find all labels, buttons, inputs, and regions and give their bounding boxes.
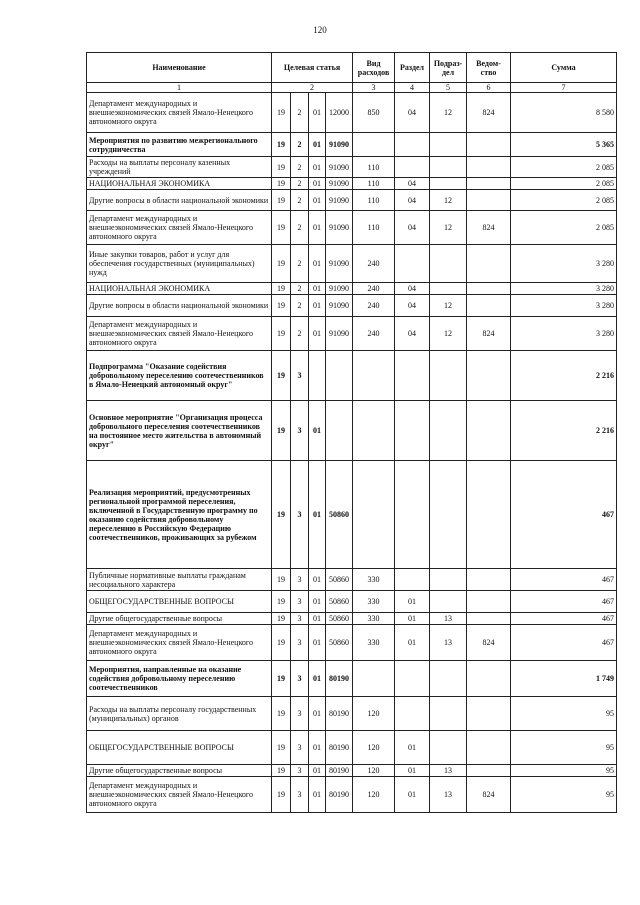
- row-sum: 467: [511, 625, 617, 661]
- target-code-event: 01: [309, 697, 326, 731]
- subsection-code: 13: [430, 765, 467, 777]
- target-code-program: 19: [272, 295, 291, 317]
- col-number: 3: [353, 83, 395, 93]
- target-code-direction: 80190: [326, 731, 353, 765]
- department-code: [467, 245, 511, 283]
- department-code: 824: [467, 625, 511, 661]
- table-row: [87, 777, 617, 813]
- target-code-event: 01: [309, 765, 326, 777]
- target-code-subprogram: 2: [291, 211, 309, 245]
- table-row: [87, 93, 617, 133]
- section-code: [395, 133, 430, 157]
- table-row: [87, 765, 617, 777]
- target-code-event: 01: [309, 461, 326, 569]
- target-code-direction: 50860: [326, 591, 353, 613]
- target-code-subprogram: 2: [291, 317, 309, 351]
- department-code: [467, 569, 511, 591]
- target-code-direction: 80190: [326, 777, 353, 813]
- row-sum: 3 280: [511, 283, 617, 295]
- target-code-subprogram: 2: [291, 178, 309, 190]
- row-name: Департамент международных и внешнеэкономических связей Ямало-Ненецкого автономного округа: [87, 317, 272, 351]
- department-code: [467, 157, 511, 178]
- section-code: 01: [395, 765, 430, 777]
- row-name: Другие вопросы в области национальной экономики: [87, 295, 272, 317]
- column-number-row: [87, 83, 617, 93]
- row-name: Расходы на выплаты персоналу государственных (муниципальных) органов: [87, 697, 272, 731]
- target-code-direction: 91090: [326, 133, 353, 157]
- target-code-program: 19: [272, 765, 291, 777]
- table-row: [87, 401, 617, 461]
- table-row: [87, 245, 617, 283]
- subsection-code: [430, 283, 467, 295]
- target-code-program: 19: [272, 569, 291, 591]
- budget-table: [86, 52, 617, 813]
- expense-kind: 330: [353, 625, 395, 661]
- expense-kind: [353, 461, 395, 569]
- page-number: 120: [313, 25, 327, 35]
- target-code-subprogram: 3: [291, 401, 309, 461]
- target-code-program: 19: [272, 625, 291, 661]
- subsection-code: [430, 569, 467, 591]
- expense-kind: 110: [353, 157, 395, 178]
- section-code: 04: [395, 93, 430, 133]
- target-code-subprogram: 3: [291, 731, 309, 765]
- target-code-direction: 80190: [326, 765, 353, 777]
- target-code-subprogram: 3: [291, 777, 309, 813]
- department-code: [467, 661, 511, 697]
- col-header-sum: Сумма: [511, 53, 617, 83]
- col-header-target: Целевая статья: [272, 53, 353, 83]
- target-code-direction: 91090: [326, 295, 353, 317]
- row-sum: 95: [511, 765, 617, 777]
- table-row: [87, 697, 617, 731]
- target-code-program: 19: [272, 283, 291, 295]
- target-code-direction: 91090: [326, 178, 353, 190]
- expense-kind: [353, 661, 395, 697]
- department-code: 824: [467, 93, 511, 133]
- expense-kind: 330: [353, 569, 395, 591]
- expense-kind: 330: [353, 591, 395, 613]
- section-code: [395, 157, 430, 178]
- target-code-direction: [326, 351, 353, 401]
- target-code-program: 19: [272, 93, 291, 133]
- subsection-code: [430, 351, 467, 401]
- target-code-subprogram: 3: [291, 661, 309, 697]
- department-code: [467, 591, 511, 613]
- target-code-program: 19: [272, 461, 291, 569]
- target-code-direction: 91090: [326, 245, 353, 283]
- target-code-program: 19: [272, 178, 291, 190]
- target-code-subprogram: 3: [291, 765, 309, 777]
- row-sum: 2 085: [511, 190, 617, 211]
- subsection-code: 12: [430, 93, 467, 133]
- row-name: Департамент международных и внешнеэкономических связей Ямало-Ненецкого автономного округа: [87, 777, 272, 813]
- row-name: Реализация мероприятий, предусмотренных региональной программой переселения, включенной в Государственную программу по оказанию содействия добровольному переселению в Российскую Федерацию соотечественников, проживающих за рубежом: [87, 461, 272, 569]
- target-code-direction: 50860: [326, 625, 353, 661]
- target-code-event: 01: [309, 625, 326, 661]
- expense-kind: 850: [353, 93, 395, 133]
- col-header-subsection: Подраз-дел: [430, 53, 467, 83]
- target-code-subprogram: 2: [291, 190, 309, 211]
- department-code: [467, 133, 511, 157]
- subsection-code: 13: [430, 625, 467, 661]
- col-number: 6: [467, 83, 511, 93]
- target-code-program: 19: [272, 157, 291, 178]
- expense-kind: 110: [353, 211, 395, 245]
- target-code-subprogram: 2: [291, 133, 309, 157]
- target-code-event: 01: [309, 295, 326, 317]
- section-code: [395, 569, 430, 591]
- table-row: [87, 283, 617, 295]
- target-code-event: 01: [309, 211, 326, 245]
- section-code: [395, 401, 430, 461]
- row-name: Другие общегосударственные вопросы: [87, 613, 272, 625]
- target-code-subprogram: 3: [291, 591, 309, 613]
- subsection-code: 12: [430, 317, 467, 351]
- target-code-direction: 50860: [326, 461, 353, 569]
- target-code-event: 01: [309, 283, 326, 295]
- target-code-direction: 91090: [326, 157, 353, 178]
- table-row: [87, 461, 617, 569]
- subsection-code: [430, 133, 467, 157]
- target-code-event: 01: [309, 190, 326, 211]
- col-header-dept: Ведом-ство: [467, 53, 511, 83]
- target-code-event: 01: [309, 661, 326, 697]
- section-code: [395, 461, 430, 569]
- table-row: [87, 591, 617, 613]
- target-code-program: 19: [272, 697, 291, 731]
- target-code-direction: 91090: [326, 283, 353, 295]
- section-code: 01: [395, 777, 430, 813]
- row-name: ОБЩЕГОСУДАРСТВЕННЫЕ ВОПРОСЫ: [87, 591, 272, 613]
- row-sum: 95: [511, 731, 617, 765]
- section-code: 04: [395, 295, 430, 317]
- target-code-event: 01: [309, 401, 326, 461]
- col-header-kind: Вид расходов: [353, 53, 395, 83]
- department-code: 824: [467, 211, 511, 245]
- expense-kind: 330: [353, 613, 395, 625]
- target-code-program: 19: [272, 133, 291, 157]
- target-code-direction: [326, 401, 353, 461]
- target-code-subprogram: 3: [291, 625, 309, 661]
- row-sum: 467: [511, 613, 617, 625]
- section-code: 01: [395, 731, 430, 765]
- target-code-event: 01: [309, 157, 326, 178]
- expense-kind: [353, 401, 395, 461]
- target-code-subprogram: 3: [291, 613, 309, 625]
- expense-kind: [353, 133, 395, 157]
- row-sum: 3 280: [511, 317, 617, 351]
- table-body: [87, 93, 617, 813]
- department-code: [467, 295, 511, 317]
- department-code: [467, 697, 511, 731]
- row-name: Департамент международных и внешнеэкономических связей Ямало-Ненецкого автономного округа: [87, 93, 272, 133]
- expense-kind: 110: [353, 190, 395, 211]
- target-code-program: 19: [272, 591, 291, 613]
- department-code: [467, 283, 511, 295]
- target-code-program: 19: [272, 613, 291, 625]
- table-row: [87, 178, 617, 190]
- col-number: 2: [272, 83, 353, 93]
- target-code-program: 19: [272, 351, 291, 401]
- target-code-subprogram: 2: [291, 93, 309, 133]
- section-code: 01: [395, 625, 430, 661]
- table-row: [87, 317, 617, 351]
- target-code-subprogram: 2: [291, 245, 309, 283]
- expense-kind: 110: [353, 178, 395, 190]
- expense-kind: 240: [353, 317, 395, 351]
- col-number: 4: [395, 83, 430, 93]
- department-code: [467, 178, 511, 190]
- row-sum: 1 749: [511, 661, 617, 697]
- target-code-subprogram: 3: [291, 569, 309, 591]
- target-code-direction: 91090: [326, 190, 353, 211]
- row-name: Публичные нормативные выплаты гражданам несоциального характера: [87, 569, 272, 591]
- target-code-event: 01: [309, 613, 326, 625]
- table-row: [87, 569, 617, 591]
- row-sum: 467: [511, 591, 617, 613]
- target-code-direction: 91090: [326, 211, 353, 245]
- department-code: [467, 401, 511, 461]
- section-code: 01: [395, 613, 430, 625]
- table-row: [87, 731, 617, 765]
- target-code-event: 01: [309, 93, 326, 133]
- target-code-event: 01: [309, 317, 326, 351]
- subsection-code: [430, 245, 467, 283]
- target-code-program: 19: [272, 401, 291, 461]
- row-name: Мероприятия по развитию межрегионального сотрудничества: [87, 133, 272, 157]
- subsection-code: [430, 697, 467, 731]
- table-row: [87, 190, 617, 211]
- row-name: НАЦИОНАЛЬНАЯ ЭКОНОМИКА: [87, 283, 272, 295]
- row-sum: 8 580: [511, 93, 617, 133]
- target-code-direction: 91090: [326, 317, 353, 351]
- row-sum: 467: [511, 569, 617, 591]
- subsection-code: [430, 401, 467, 461]
- target-code-program: 19: [272, 317, 291, 351]
- target-code-event: [309, 351, 326, 401]
- col-number: 1: [87, 83, 272, 93]
- row-sum: 5 365: [511, 133, 617, 157]
- section-code: 04: [395, 317, 430, 351]
- target-code-program: 19: [272, 731, 291, 765]
- col-number: 7: [511, 83, 617, 93]
- row-name: НАЦИОНАЛЬНАЯ ЭКОНОМИКА: [87, 178, 272, 190]
- target-code-event: 01: [309, 569, 326, 591]
- table-row: [87, 211, 617, 245]
- subsection-code: [430, 731, 467, 765]
- target-code-event: 01: [309, 731, 326, 765]
- expense-kind: 120: [353, 765, 395, 777]
- department-code: [467, 765, 511, 777]
- section-code: 01: [395, 591, 430, 613]
- subsection-code: [430, 157, 467, 178]
- row-name: Департамент международных и внешнеэкономических связей Ямало-Ненецкого автономного округа: [87, 211, 272, 245]
- section-code: [395, 697, 430, 731]
- expense-kind: 240: [353, 283, 395, 295]
- row-sum: 2 085: [511, 211, 617, 245]
- subsection-code: 13: [430, 777, 467, 813]
- target-code-direction: 80190: [326, 697, 353, 731]
- col-header-section: Раздел: [395, 53, 430, 83]
- target-code-subprogram: 3: [291, 461, 309, 569]
- department-code: 824: [467, 317, 511, 351]
- table-row: [87, 625, 617, 661]
- row-name: Подпрограмма "Оказание содействия добровольному переселению соотечественников в Ямало-Ненецкий автономный округ": [87, 351, 272, 401]
- section-code: [395, 661, 430, 697]
- department-code: [467, 190, 511, 211]
- expense-kind: 240: [353, 295, 395, 317]
- section-code: 04: [395, 283, 430, 295]
- expense-kind: [353, 351, 395, 401]
- row-name: Департамент международных и внешнеэкономических связей Ямало-Ненецкого автономного округа: [87, 625, 272, 661]
- target-code-subprogram: 2: [291, 295, 309, 317]
- department-code: [467, 461, 511, 569]
- table-row: [87, 661, 617, 697]
- subsection-code: [430, 591, 467, 613]
- table-row: [87, 157, 617, 178]
- row-sum: 2 085: [511, 178, 617, 190]
- row-name: Мероприятия, направленные на оказание содействия добровольному переселению соотечественников: [87, 661, 272, 697]
- row-name: Расходы на выплаты персоналу казенных учреждений: [87, 157, 272, 178]
- col-header-name: Наименование: [87, 53, 272, 83]
- target-code-program: 19: [272, 777, 291, 813]
- subsection-code: 13: [430, 613, 467, 625]
- row-sum: 2 216: [511, 351, 617, 401]
- table-row: [87, 295, 617, 317]
- row-name: Другие общегосударственные вопросы: [87, 765, 272, 777]
- subsection-code: 12: [430, 211, 467, 245]
- subsection-code: 12: [430, 190, 467, 211]
- row-name: ОБЩЕГОСУДАРСТВЕННЫЕ ВОПРОСЫ: [87, 731, 272, 765]
- subsection-code: [430, 178, 467, 190]
- col-number: 5: [430, 83, 467, 93]
- expense-kind: 120: [353, 731, 395, 765]
- expense-kind: 120: [353, 697, 395, 731]
- target-code-direction: 80190: [326, 661, 353, 697]
- section-code: 04: [395, 178, 430, 190]
- section-code: 04: [395, 190, 430, 211]
- target-code-event: 01: [309, 178, 326, 190]
- row-sum: 467: [511, 461, 617, 569]
- target-code-event: 01: [309, 245, 326, 283]
- target-code-program: 19: [272, 661, 291, 697]
- row-name: Основное мероприятие "Организация процесса добровольного переселения соотечественников на постоянное место жительства в автономный округ": [87, 401, 272, 461]
- row-sum: 3 280: [511, 295, 617, 317]
- row-name: Иные закупки товаров, работ и услуг для обеспечения государственных (муниципальных) нужд: [87, 245, 272, 283]
- department-code: 824: [467, 777, 511, 813]
- target-code-program: 19: [272, 190, 291, 211]
- target-code-subprogram: 3: [291, 697, 309, 731]
- row-sum: 2 085: [511, 157, 617, 178]
- table-row: [87, 133, 617, 157]
- table-row: [87, 351, 617, 401]
- target-code-direction: 50860: [326, 613, 353, 625]
- section-code: [395, 351, 430, 401]
- department-code: [467, 351, 511, 401]
- row-sum: 95: [511, 697, 617, 731]
- subsection-code: 12: [430, 295, 467, 317]
- department-code: [467, 731, 511, 765]
- target-code-program: 19: [272, 245, 291, 283]
- row-sum: 2 216: [511, 401, 617, 461]
- row-sum: 3 280: [511, 245, 617, 283]
- department-code: [467, 613, 511, 625]
- target-code-subprogram: 2: [291, 283, 309, 295]
- row-name: Другие вопросы в области национальной экономики: [87, 190, 272, 211]
- target-code-subprogram: 3: [291, 351, 309, 401]
- section-code: 04: [395, 211, 430, 245]
- target-code-direction: 50860: [326, 569, 353, 591]
- target-code-program: 19: [272, 211, 291, 245]
- expense-kind: 240: [353, 245, 395, 283]
- expense-kind: 120: [353, 777, 395, 813]
- header-row: [87, 53, 617, 83]
- row-sum: 95: [511, 777, 617, 813]
- subsection-code: [430, 461, 467, 569]
- target-code-event: 01: [309, 133, 326, 157]
- section-code: [395, 245, 430, 283]
- target-code-event: 01: [309, 591, 326, 613]
- table-row: [87, 613, 617, 625]
- target-code-subprogram: 2: [291, 157, 309, 178]
- subsection-code: [430, 661, 467, 697]
- target-code-direction: 12000: [326, 93, 353, 133]
- target-code-event: 01: [309, 777, 326, 813]
